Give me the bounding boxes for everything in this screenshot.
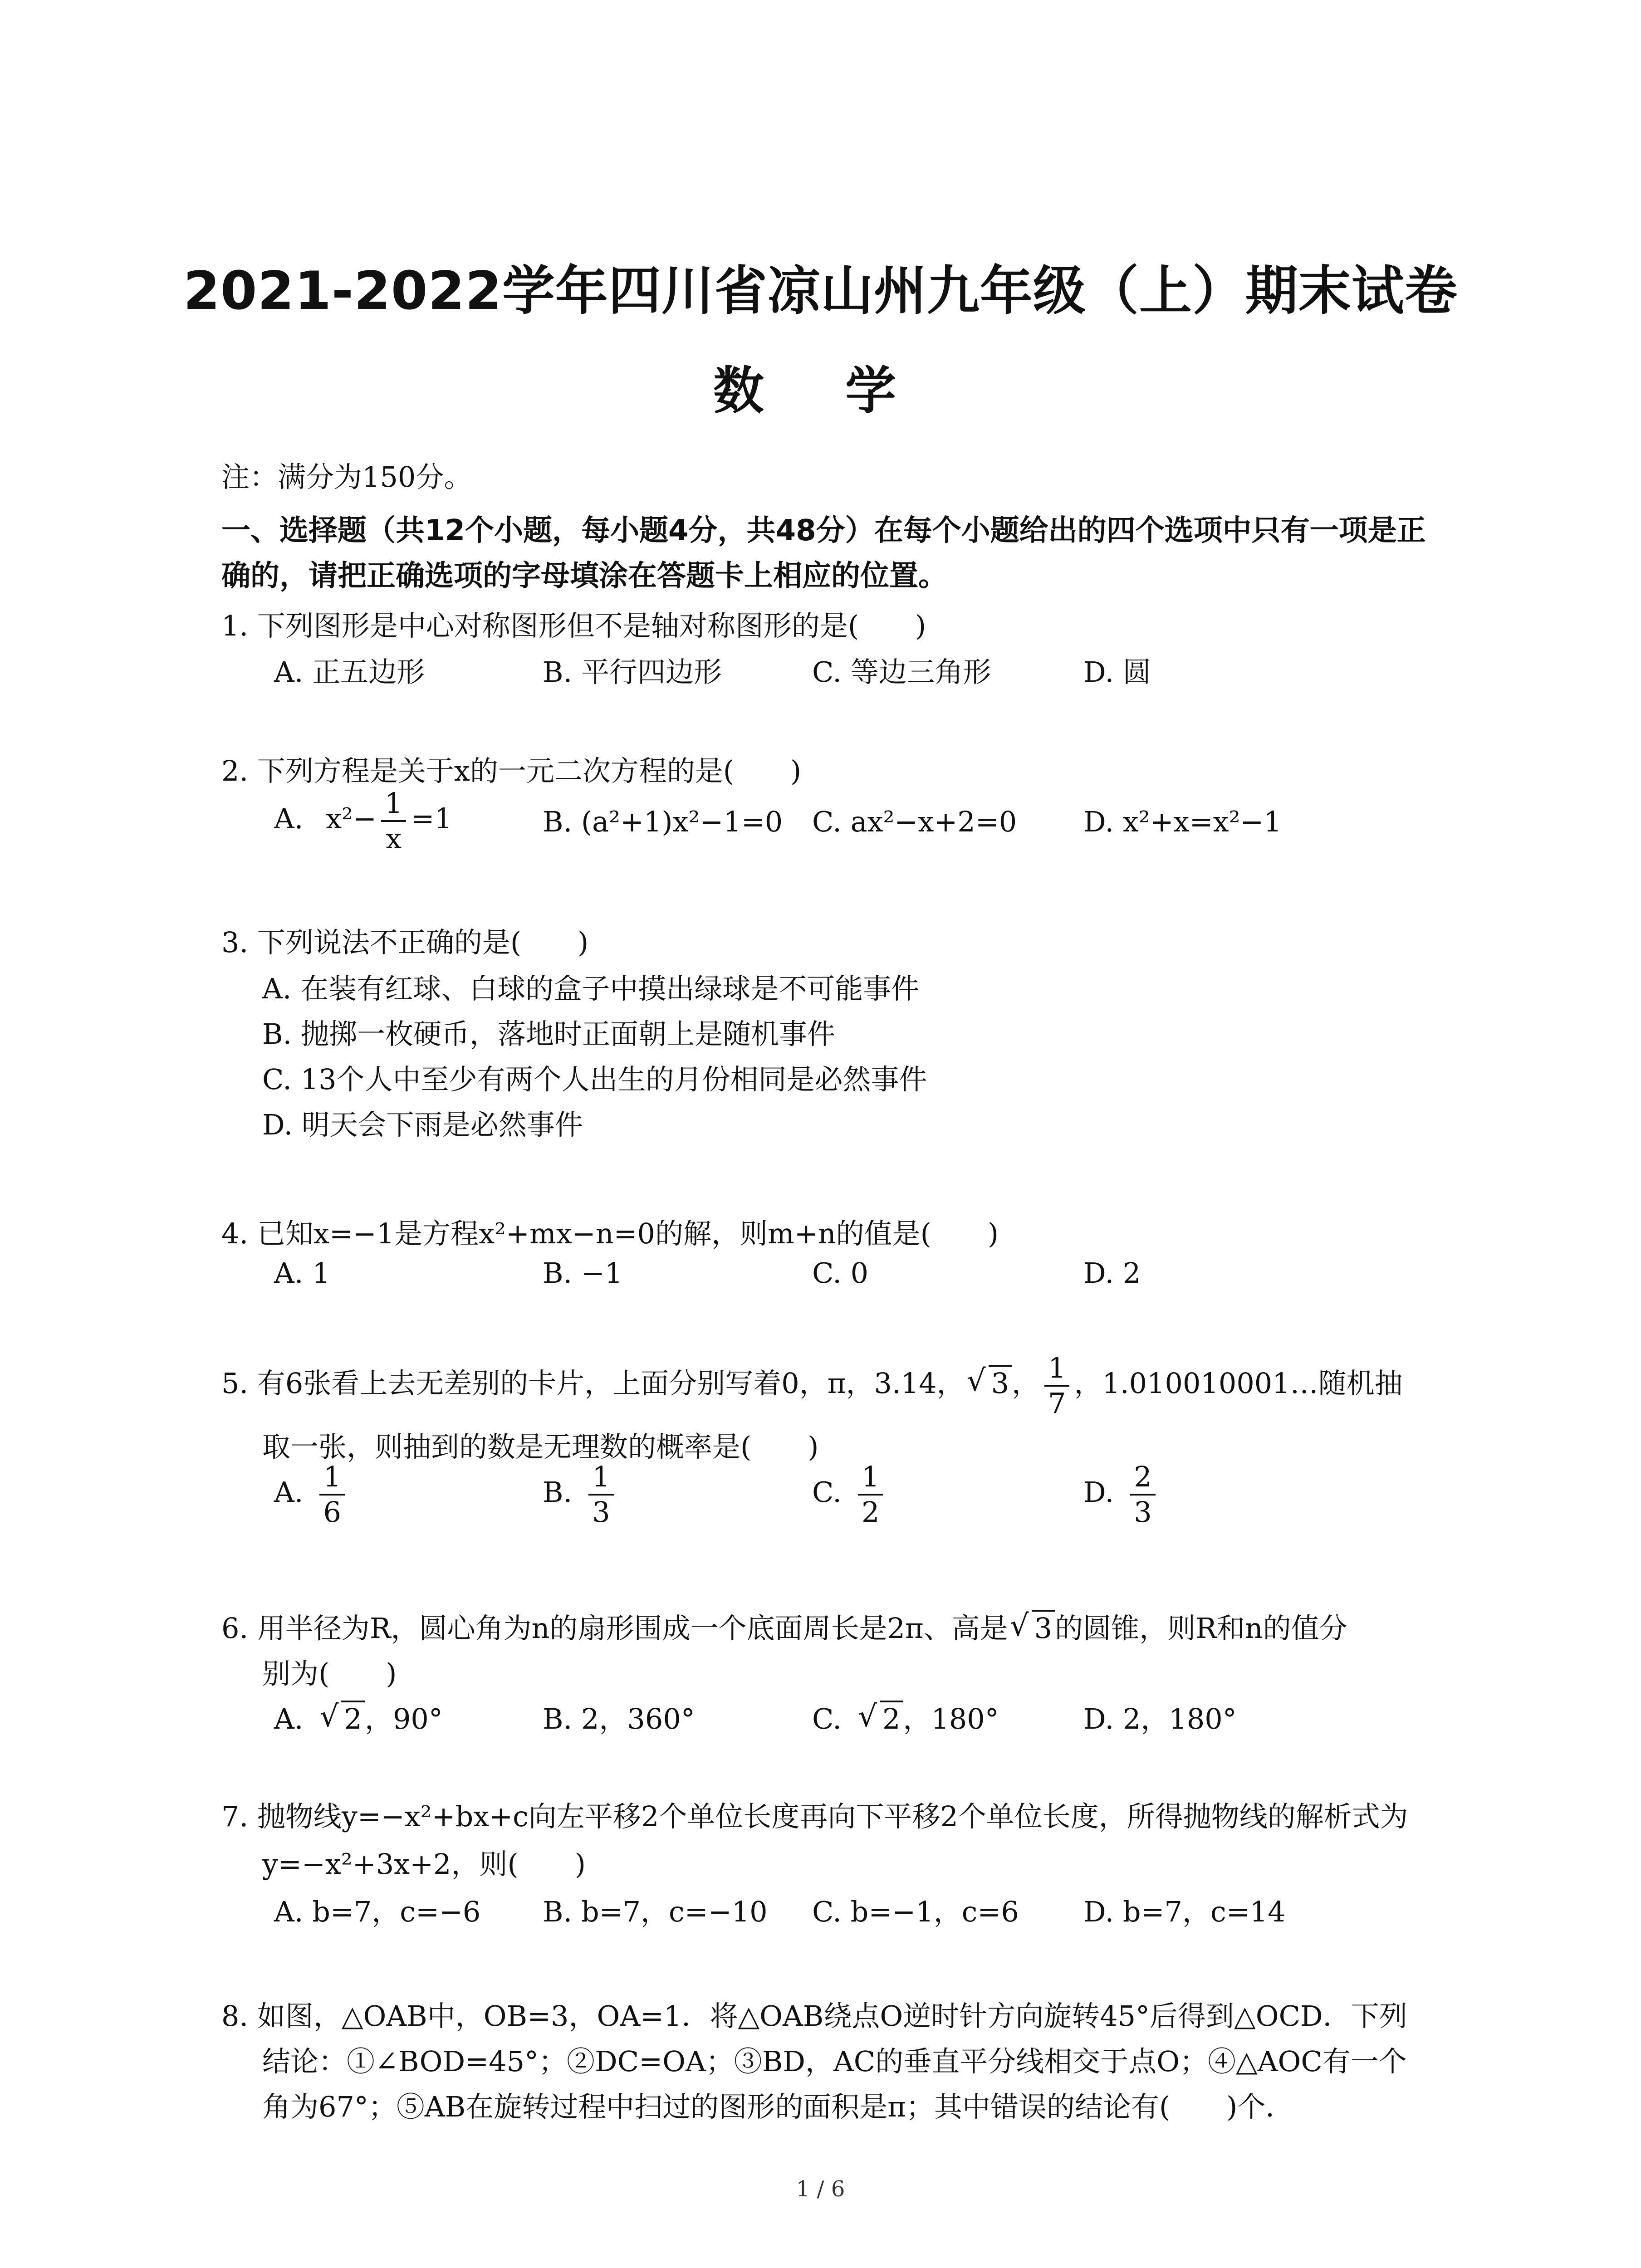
question-5-option-a — [274, 1460, 349, 1529]
question-4-stem: 4. 已知x=−1是方程x²+mx−n=0的解，则m+n的值是( ) — [221, 1217, 999, 1250]
fraction-numerator: 1 — [858, 1463, 883, 1496]
option-letter: D. — [1083, 1476, 1114, 1509]
fraction-denominator: 7 — [1048, 1387, 1066, 1420]
fraction-numerator: 1 — [588, 1463, 613, 1496]
fraction-denominator: 3 — [592, 1496, 610, 1529]
question-6-option-c — [812, 1696, 999, 1737]
question-4-option-d: D. 2 — [1083, 1256, 1141, 1290]
fraction — [858, 1460, 883, 1529]
option-a-expr: x²− — [326, 802, 377, 836]
option-letter: A. — [274, 802, 304, 836]
option-letter: B. — [543, 1476, 573, 1509]
sqrt-value: √ 3 — [1032, 1610, 1055, 1645]
score-note: 注：满分为150分。 — [221, 460, 472, 494]
question-3-option-d: D. 明天会下雨是必然事件 — [262, 1108, 583, 1141]
question-2-option-a — [274, 789, 452, 853]
question-1-option-b: B. 平行四边形 — [543, 655, 722, 689]
option-letter: A. — [274, 1702, 304, 1735]
question-2-option-d: D. x²+x=x²−1 — [1083, 805, 1282, 838]
question-8-stem-line2: 结论：①∠BOD=45°；②DC=OA；③BD，AC的垂直平分线相交于点O；④△AOC有一个 — [262, 2045, 1407, 2078]
question-2-option-c: C. ax²−x+2=0 — [812, 805, 1017, 838]
question-6-text: 6. 用半径为R，圆心角为n的扇形围成一个底面周长是2π、高是 — [221, 1612, 1008, 1645]
question-7-stem: 7. 抛物线y=−x²+bx+c向左平移2个单位长度再向下平移2个单位长度，所得抛物线的解析式为 — [221, 1800, 1408, 1833]
fraction — [1130, 1460, 1155, 1529]
question-4-option-a: A. 1 — [274, 1256, 330, 1290]
question-6-text-end: 的圆锥，则R和n的值分 — [1055, 1612, 1347, 1645]
question-4-option-b: B. −1 — [543, 1256, 623, 1290]
option-a-expr-end: =1 — [411, 802, 452, 836]
question-7-option-c: C. b=−1，c=6 — [812, 1895, 1019, 1928]
question-7-option-b: B. b=7，c=−10 — [543, 1895, 768, 1928]
question-5-option-d — [1083, 1460, 1160, 1529]
option-letter: A. — [274, 1476, 304, 1509]
sqrt-value: √ 2 — [880, 1701, 903, 1735]
question-6-stem — [221, 1606, 1347, 1646]
fraction — [1044, 1351, 1069, 1420]
question-6-stem-line2: 别为( ) — [262, 1657, 397, 1690]
question-5-option-c — [812, 1460, 887, 1529]
question-3-option-c: C. 13个人中至少有两个人出生的月份相同是必然事件 — [262, 1063, 927, 1096]
fraction-numerator: 1 — [319, 1463, 344, 1496]
option-value: ，90° — [364, 1702, 443, 1735]
page-number: 1 / 6 — [796, 2176, 845, 2202]
fraction — [588, 1460, 613, 1529]
question-1-option-a: A. 正五边形 — [274, 655, 425, 689]
fraction-denominator: x — [386, 822, 402, 855]
question-3-option-a: A. 在装有红球、白球的盒子中摸出绿球是不可能事件 — [262, 972, 920, 1005]
question-5-text: 5. 有6张看上去无差别的卡片，上面分别写着0，π，3.14， — [221, 1367, 965, 1400]
fraction-denominator: 6 — [323, 1496, 341, 1529]
question-4-option-c: C. 0 — [812, 1256, 869, 1290]
section-instructions: 一、选择题（共12个小题，每小题4分，共48分）在每个小题给出的四个选项中只有一项是正确的，请把正确选项的字母填涂在答题卡上相应的位置。 — [221, 514, 1426, 593]
question-7-option-d: D. b=7，c=14 — [1083, 1895, 1286, 1928]
question-5-option-b — [543, 1460, 618, 1529]
option-value: ，180° — [903, 1702, 999, 1735]
question-5-stem — [221, 1351, 1403, 1420]
question-1-option-c: C. 等边三角形 — [812, 655, 991, 689]
question-2-option-b: B. (a²+1)x²−1=0 — [543, 805, 783, 838]
separator: ， — [1012, 1367, 1040, 1400]
question-6-option-a — [274, 1696, 443, 1737]
question-6-option-d: D. 2，180° — [1083, 1702, 1237, 1735]
sqrt-value: √ 2 — [341, 1701, 364, 1735]
question-3-stem: 3. 下列说法不正确的是( ) — [221, 926, 589, 959]
question-6-option-b: B. 2，360° — [543, 1702, 695, 1735]
option-letter: C. — [812, 1476, 842, 1509]
sqrt-value: √ 3 — [989, 1365, 1012, 1400]
question-7-option-a: A. b=7，c=−6 — [274, 1895, 481, 1928]
question-1-stem: 1. 下列图形是中心对称图形但不是轴对称图形的是( ) — [221, 609, 926, 642]
fraction-numerator: 2 — [1130, 1463, 1155, 1496]
fraction — [381, 789, 406, 853]
question-5-text-end: ，1.010010001…随机抽 — [1074, 1367, 1403, 1400]
fraction-numerator: 1 — [381, 789, 406, 822]
fraction — [319, 1460, 344, 1529]
fraction-denominator: 3 — [1134, 1496, 1152, 1529]
question-8-stem: 8. 如图，△OAB中，OB=3，OA=1．将△OAB绕点O逆时针方向旋转45°后得到△OCD．下列 — [221, 1999, 1407, 2033]
fraction-numerator: 1 — [1044, 1354, 1069, 1387]
question-8-stem-line3: 角为67°；⑤AB在旋转过程中扫过的图形的面积是π；其中错误的结论有( )个． — [262, 2090, 1294, 2123]
question-1-option-d: D. 圆 — [1083, 655, 1151, 689]
question-5-stem-line2: 取一张，则抽到的数是无理数的概率是( ) — [262, 1430, 819, 1463]
question-3-option-b: B. 抛掷一枚硬币，落地时正面朝上是随机事件 — [262, 1017, 835, 1051]
question-2-stem: 2. 下列方程是关于x的一元二次方程的是( ) — [221, 754, 802, 787]
page-title: 2021-2022学年四川省凉山州九年级（上）期末试卷 — [183, 260, 1458, 322]
subject-title: 数 学 — [713, 362, 928, 420]
question-7-stem-line2: y=−x²+3x+2，则( ) — [262, 1848, 586, 1881]
option-letter: C. — [812, 1702, 842, 1735]
fraction-denominator: 2 — [861, 1496, 880, 1529]
